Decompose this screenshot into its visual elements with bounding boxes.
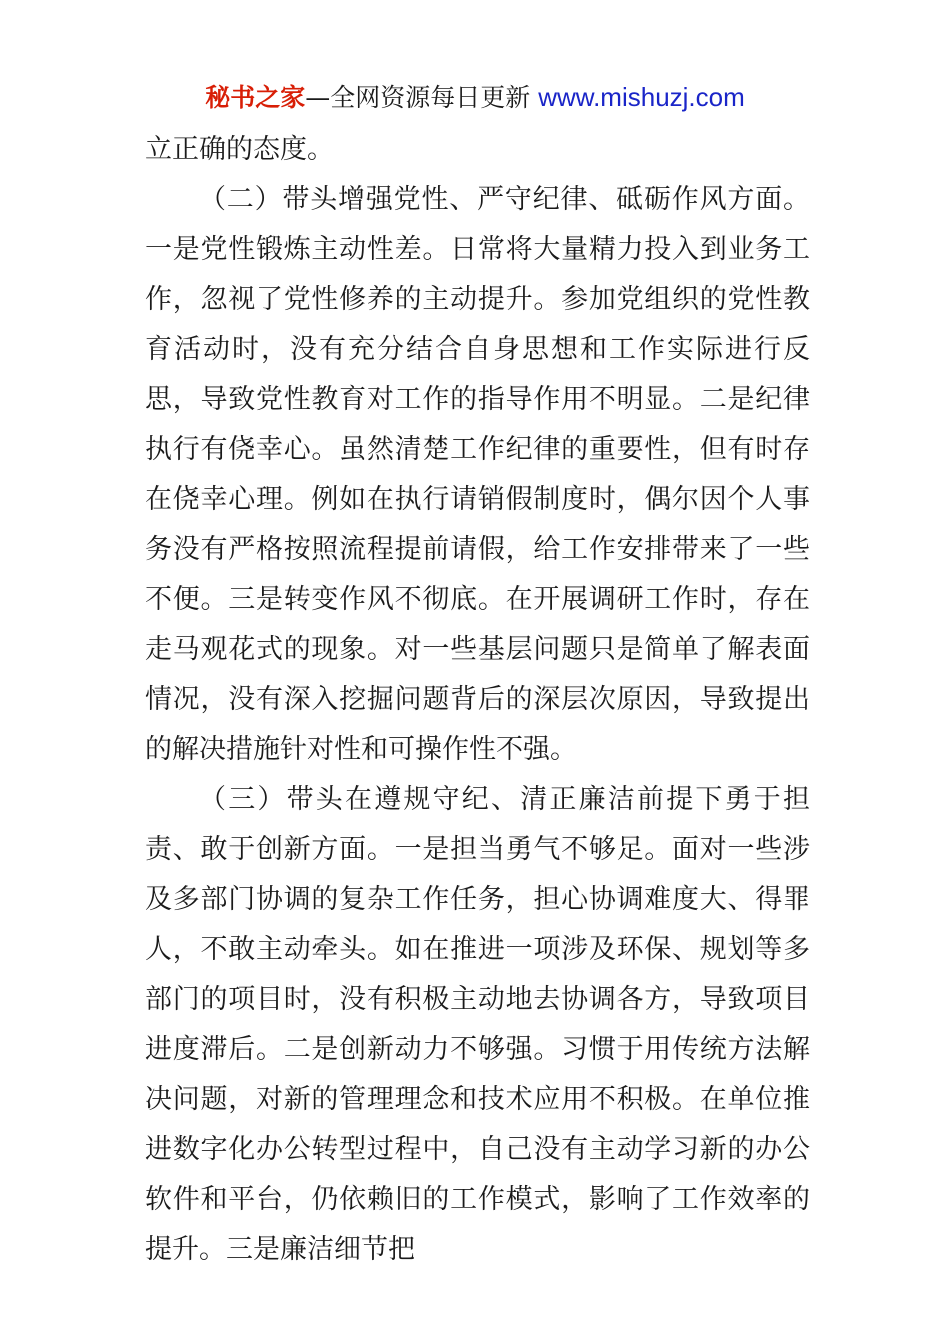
header-tagline: —全网资源每日更新 [305, 83, 531, 112]
paragraph-continuation: 立正确的态度。 [145, 134, 334, 165]
document-body [145, 125, 810, 1275]
paragraph-section-two: （二）带头增强党性、严守纪律、砥砺作风方面。一是党性锻炼主动性差。日常将大量精力投入到业务工作，忽视了党性修养的主动提升。参加党组织的党性教育活动时，没有充分结合自身思想和工作实际进行反思，导致党性教育对工作的指导作用不明显。二是纪律执行有侥幸心。虽然清楚工作纪律的重要性，但有时存在侥幸心理。例如在执行请销假制度时，偶尔因个人事务没有严格按照流程提前请假，给工作安排带来了一些不便。三是转变作风不彻底。在开展调研工作时，存在走马观花式的现象。对一些基层问题只是简单了解表面情况，没有深入挖掘问题背后的深层次原因，导致提出的解决措施针对性和可操作性不强。 [145, 184, 810, 765]
brand-name: 秘书之家 [205, 83, 306, 112]
site-url-link[interactable]: www.mishuzj.com [538, 82, 745, 112]
page-header [0, 80, 950, 115]
paragraph-section-three: （三）带头在遵规守纪、清正廉洁前提下勇于担责、敢于创新方面。一是担当勇气不够足。面对一些涉及多部门协调的复杂工作任务，担心协调难度大、得罪人，不敢主动牵头。如在推进一项涉及环保、规划等多部门的项目时，没有积极主动地去协调各方，导致项目进度滞后。二是创新动力不够强。习惯于用传统方法解决问题，对新的管理理念和技术应用不积极。在单位推进数字化办公转型过程中，自己没有主动学习新的办公软件和平台，仍依赖旧的工作模式，影响了工作效率的提升。三是廉洁细节把 [145, 784, 810, 1265]
